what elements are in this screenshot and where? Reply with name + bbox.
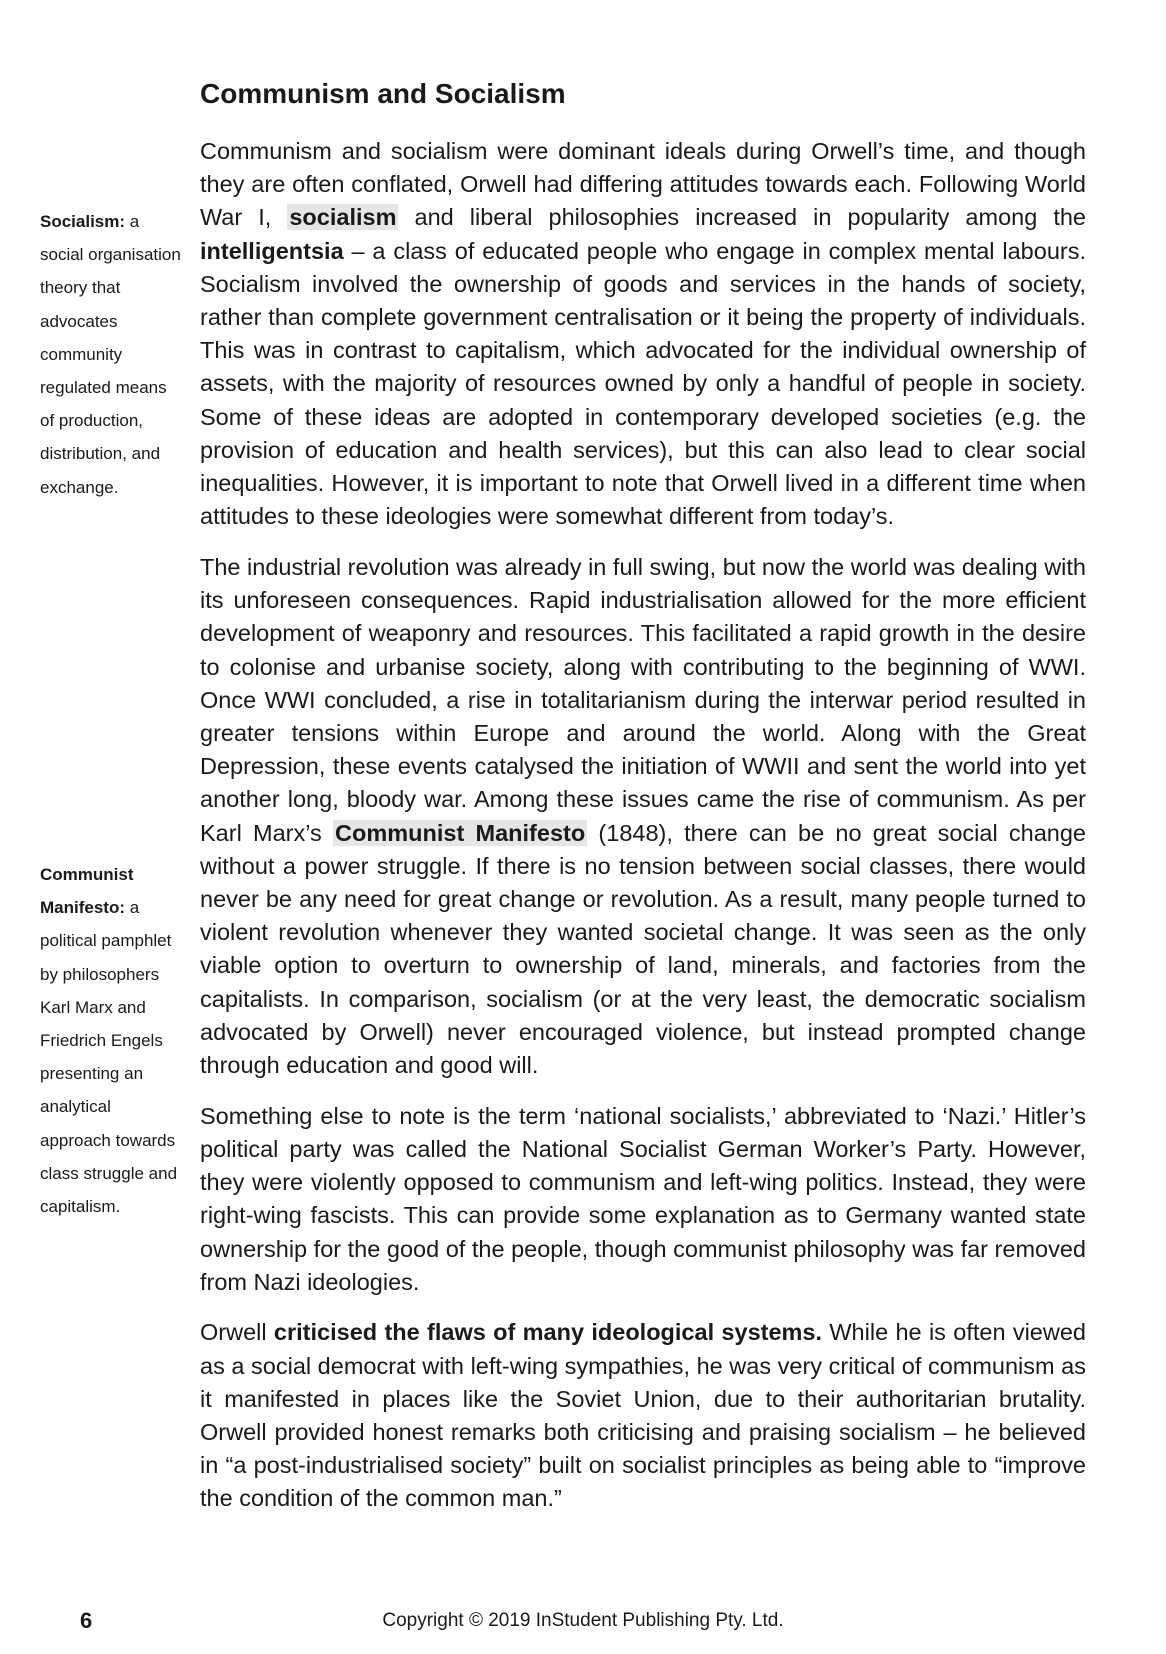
margin-note-term: Communist Manifesto:	[40, 865, 134, 918]
text-run: – a class of educated people who engage in complex mental labours. Socialism involved the ownership of goods and services in the hands of society, rather than complete government centralisation or it being the property of individuals. This was in contrast to capitalism, which advocated for the individual ownership of assets, with the majority of resources owned by only a handful of people in society. Some of these ideas are adopted in contemporary developed societies (e.g. the provision of education and health services), but this can also lead to clear social inequalities. However, it is important to note that Orwell lived in a different time when attitudes to these ideologies were somewhat different from today’s.	[200, 237, 1086, 530]
highlighted-term-communist-manifesto: Communist Manifesto	[335, 819, 586, 846]
margin-note-term: Socialism:	[40, 212, 126, 231]
page-number: 6	[80, 1608, 93, 1633]
body-text	[200, 135, 1086, 1533]
text-run: and liberal philosophies increased in popularity among the	[398, 204, 1086, 231]
margin-note-communist-manifesto	[40, 858, 185, 1223]
paragraph-2	[200, 551, 1086, 1082]
margin-note-definition: a political pamphlet by philosophers Karl Marx and Friedrich Engels presenting an analytical approach towards class struggle and capitalism.	[40, 898, 178, 1217]
bold-phrase: criticised the flaws of many ideological systems.	[273, 1319, 823, 1346]
text-run: The industrial revolution was already in full swing, but now the world was dealing with its unforeseen consequences. Rapid industrialisation allowed for the more efficient development of weaponry and resources. This facilitated a rapid growth in the desire to colonise and urbanise society, along with contributing to the beginning of WWI. Once WWI concluded, a rise in totalitarianism during the interwar period resulted in greater tensions within Europe and around the world. Along with the Great Depression, these events catalysed the initiation of WWII and sent the world into yet another long, bloody war. Among these issues came the rise of communism. As per Karl Marx’s	[200, 553, 1086, 846]
margin-note-socialism	[40, 205, 185, 504]
text-run: While he is often viewed as a social democrat with left-wing sympathies, he was very critical of communism as it manifested in places like the Soviet Union, due to their authoritarian brutality. Orwell provided honest remarks both criticising and praising socialism – he believed in “a post-industrialised society” built on socialist principles as being able to “improve the condition of the common man.”	[200, 1319, 1086, 1512]
text-run: Communism and socialism were dominant ideals during Orwell’s time, and though they are often conflated, Orwell had differing attitudes towards each. Following World War I,	[200, 138, 1086, 231]
margin-note-definition: a social organisation theory that advocates community regulated means of production, distribution, and exchange.	[40, 212, 181, 497]
bold-term-intelligentsia: intelligentsia	[200, 237, 344, 264]
text-run: Orwell	[200, 1319, 274, 1346]
paragraph-4	[200, 1316, 1086, 1515]
paragraph-1	[200, 135, 1086, 533]
section-title: Communism and Socialism	[200, 78, 566, 109]
text-run: (1848), there can be no great social change without a power struggle. If there is no tension between social classes, there would never be any need for great change or revolution. As a result, many people turned to violent revolution whenever they wanted societal change. It was seen as the only viable option to overturn to ownership of land, minerals, and factories from the capitalists. In comparison, socialism (or at the very least, the democratic socialism advocated by Orwell) never encouraged violence, but instead prompted change through education and good will.	[200, 819, 1086, 1078]
highlighted-term-socialism: socialism	[289, 204, 397, 231]
copyright-notice	[0, 1610, 1166, 1632]
paragraph-3: Something else to note is the term ‘national socialists,’ abbreviated to ‘Nazi.’ Hitler’s political party was called the National Socialist German Worker’s Party. However, they were violently opposed to communism and left-wing politics. Instead, they were right-wing fascists. This can provide some explanation as to Germany wanted state ownership for the good of the people, though communist philosophy was far removed from Nazi ideologies.	[200, 1102, 1086, 1295]
copyright-text: Copyright © 2019 InStudent Publishing Pty. Ltd.	[382, 1610, 784, 1631]
